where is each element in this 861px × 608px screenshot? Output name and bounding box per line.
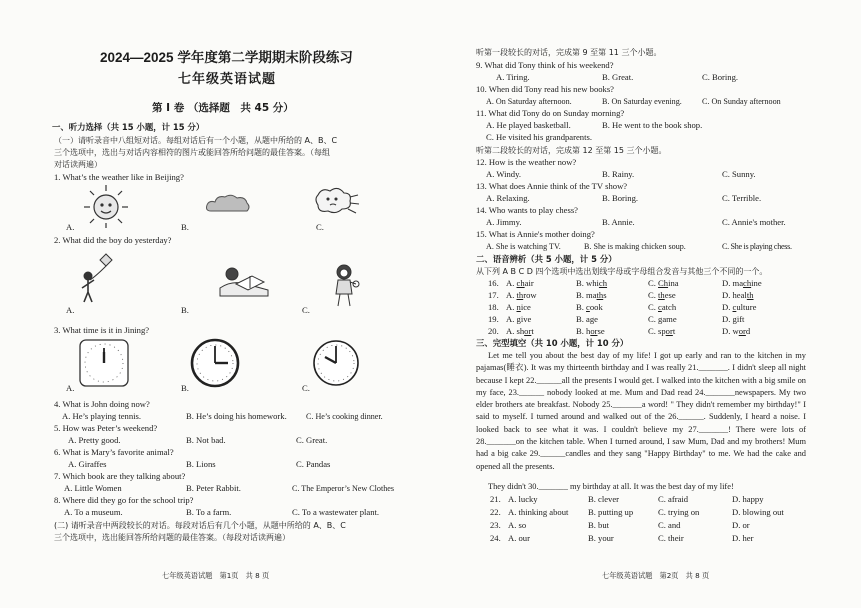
boy-reading-icon xyxy=(212,262,274,302)
option-c: C. Annie's mother. xyxy=(722,217,786,227)
underlined-letters: th xyxy=(746,290,754,300)
option-text: D. heal xyxy=(722,290,747,300)
cloze-number: 21. xyxy=(490,494,501,504)
underlined-letters: Ch xyxy=(658,278,669,288)
option-c: C. Sunny. xyxy=(722,169,756,179)
cloze-option-d: D. or xyxy=(732,520,750,530)
underlined-letters: ch xyxy=(516,278,525,288)
phonetics-option-b xyxy=(576,278,607,289)
page-2 xyxy=(430,0,861,608)
phonetics-option-c xyxy=(648,326,675,337)
question-1: 1. What’s the weather like in Beijing? xyxy=(54,172,184,182)
dialogue-intro: 听第二段较长的对话，完成第 12 至第 15 三个小题。 xyxy=(476,146,667,155)
question-8: 8. Where did they go for the school trip? xyxy=(54,495,194,505)
option-b: B. Boring. xyxy=(602,193,639,203)
option-c: C. To a wastewater plant. xyxy=(292,507,380,517)
option-text: D. ma xyxy=(722,278,744,288)
option-text: atch xyxy=(661,302,677,312)
question-7: 7. Which book are they talking about? xyxy=(54,471,186,481)
option-b: B. On Saturday evening. xyxy=(602,97,682,106)
dialogue-intro: 听第一段较长的对话，完成第 9 至第 11 三个小题。 xyxy=(476,48,662,57)
option-b: B. Not bad. xyxy=(186,435,226,445)
underlined-letters: g xyxy=(732,314,737,324)
option-b: B. Rainy. xyxy=(602,169,635,179)
phonetics-option-b xyxy=(576,290,607,301)
exam-title: 2024—2025 学年度第二学期期末阶段练习 xyxy=(100,50,353,65)
option-text: B. h xyxy=(576,326,591,336)
question-12: 12. How is the weather now? xyxy=(476,157,577,167)
option-b: B. He went to the book shop. xyxy=(602,120,703,130)
option-c-label: C. xyxy=(316,222,324,232)
section-phonetics-heading: 二、语音辨析（共 5 小题，计 5 分） xyxy=(476,254,617,264)
phonetics-option-d xyxy=(722,290,754,301)
option-a-label: A. xyxy=(66,383,75,393)
phonetics-option-a xyxy=(506,326,534,337)
sun-icon xyxy=(78,183,134,229)
option-text: A. xyxy=(506,278,517,288)
option-text: ice xyxy=(520,302,531,312)
phonetics-option-c xyxy=(648,278,679,289)
underlined-letters: c xyxy=(586,302,590,312)
option-text: t xyxy=(672,326,676,336)
clock-icon xyxy=(190,338,240,388)
option-a: A. Tiring. xyxy=(496,72,530,82)
cloze-option-c: C. trying on xyxy=(658,507,700,517)
cloze-option-d: D. blowing out xyxy=(732,507,784,517)
phonetics-option-c xyxy=(648,290,676,301)
option-text: A. xyxy=(506,302,517,312)
phonetics-option-d xyxy=(722,326,750,337)
question-4: 4. What is John doing now? xyxy=(54,399,150,409)
option-text: B. xyxy=(576,302,587,312)
option-text: A. xyxy=(506,314,517,324)
underlined-letters: n xyxy=(516,302,521,312)
cloze-option-a: A. lucky xyxy=(508,494,538,504)
option-c: C. She is playing chess. xyxy=(722,242,792,251)
underlined-letters: or xyxy=(738,326,746,336)
phonetics-option-a xyxy=(506,302,531,313)
underlined-letters: th xyxy=(596,290,604,300)
part-heading: 第 I 卷 （选择题 共 45 分） xyxy=(152,102,294,114)
underlined-letters: ch xyxy=(598,278,608,288)
option-text: ulture xyxy=(736,302,757,312)
cloze-option-d: D. happy xyxy=(732,494,764,504)
option-text: s xyxy=(603,290,607,300)
phonetics-option-c xyxy=(648,314,677,325)
question-11: 11. What did Tony do on Sunday morning? xyxy=(476,108,625,118)
option-text: C. xyxy=(648,314,659,324)
question-3: 3. What time is it in Jining? xyxy=(54,325,150,335)
option-text: B. ma xyxy=(576,290,597,300)
option-c-label: C. xyxy=(302,305,310,315)
option-text: t xyxy=(531,326,534,336)
option-b-label: B. xyxy=(181,222,189,232)
question-9: 9. What did Tony think of his weekend? xyxy=(476,60,614,70)
option-a: A. He’s playing tennis. xyxy=(62,411,142,421)
option-b-label: B. xyxy=(181,305,189,315)
underlined-letters: g xyxy=(658,314,663,324)
phonetics-number: 18. xyxy=(488,302,499,312)
cloze-option-b: B. your xyxy=(588,533,614,543)
boy-kite-icon xyxy=(76,252,116,308)
cloze-option-b: B. clever xyxy=(588,494,620,504)
option-text: d xyxy=(745,326,751,336)
underlined-letters: or xyxy=(524,326,532,336)
girl-icon xyxy=(328,262,364,308)
option-text: e xyxy=(594,314,598,324)
question-2: 2. What did the boy do yesterday? xyxy=(54,235,172,245)
option-text: C. xyxy=(648,290,659,300)
option-c: C. Boring. xyxy=(702,72,739,82)
instruction-line: （一）请听录音中八组短对话。每组对话后有一个小题，从题中所给的 A、B、C xyxy=(54,136,338,145)
cloze-option-a: A. our xyxy=(508,533,530,543)
question-14: 14. Who wants to play chess? xyxy=(476,205,578,215)
section-listening-heading: 一、听力选择（共 15 小题，计 15 分） xyxy=(52,122,205,132)
phonetics-option-b xyxy=(576,302,603,313)
option-text: ive xyxy=(520,314,532,324)
instruction-line: 对话读两遍） xyxy=(54,160,102,169)
underlined-letters: c xyxy=(732,302,737,312)
underlined-letters: g xyxy=(589,314,595,324)
page-footer: 七年级英语试题 第2页 共 8 页 xyxy=(602,571,710,580)
phonetics-option-a xyxy=(506,290,537,301)
option-text: C. xyxy=(648,278,659,288)
option-text: ift xyxy=(736,314,745,324)
cloze-option-b: B. putting up xyxy=(588,507,634,517)
cloze-number: 22. xyxy=(490,507,501,517)
option-a: A. She is watching TV. xyxy=(486,242,561,251)
option-a: A. Little Women xyxy=(64,483,122,493)
question-13: 13. What does Annie think of the TV show? xyxy=(476,181,628,191)
option-a-label: A. xyxy=(66,305,75,315)
option-text: B. a xyxy=(576,314,590,324)
cloze-option-b: B. but xyxy=(588,520,610,530)
phonetics-number: 20. xyxy=(488,326,499,336)
option-text: ese xyxy=(664,290,676,300)
phonetics-option-d xyxy=(722,302,756,313)
option-c: C. He’s cooking dinner. xyxy=(306,412,383,421)
option-text: A. xyxy=(506,290,517,300)
page-footer: 七年级英语试题 第1页 共 8 页 xyxy=(162,571,270,580)
option-b: B. Peter Rabbit. xyxy=(186,483,241,493)
cloze-option-a: A. thinking about xyxy=(508,507,569,517)
clock-icon xyxy=(78,338,130,388)
phonetics-number: 16. xyxy=(488,278,499,288)
option-b: B. Lions xyxy=(186,459,216,469)
option-a: A. Giraffes xyxy=(68,459,107,469)
cloze-option-c: C. and xyxy=(658,520,681,530)
underlined-letters: ch xyxy=(743,278,752,288)
cloze-option-a: A. so xyxy=(508,520,527,530)
cloze-option-c: C. afraid xyxy=(658,494,689,504)
clock-icon xyxy=(310,338,362,388)
phonetics-option-b xyxy=(576,314,598,325)
option-text: ook xyxy=(589,302,603,312)
question-5: 5. How was Peter’s weekend? xyxy=(54,423,158,433)
cloze-passage: Let me tell you about the best day of my life! I got up early and ran to the kitchen in my pajamas(睡衣). It was my thirteenth birthday and I was really 21._______. I didn't sleep all night because I kept 22.______all the presents I would get. I walked into the kitchen with a big smile on my face, 23.______ nobody looked at me. Mum and Dad read 24._______newspapers. My two elder brothers ate breakfast. Nobody 25._______a word! " They didn't remember my birthday!" I said to myself. I turned around and walked out of the 26.______. Suddenly, I heard a noise. I looked back to see what it was. I couldn't believe my 27._______! There were lots of 28._______on the kitchen table. When I turned around, I saw Mum, Dad and my brothers! Mum had a big cake 29.______candles and they sang "Happy Birthday" to me. We had the cake and opened all the presents. xyxy=(476,351,806,471)
phonetics-number: 17. xyxy=(488,290,499,300)
cloze-option-d: D. her xyxy=(732,533,754,543)
question-15: 15. What is Annie's mother doing? xyxy=(476,229,595,239)
section-cloze-heading: 三、完型填空（共 10 小题，计 10 分） xyxy=(476,338,629,348)
option-text: row xyxy=(523,290,537,300)
phonetics-option-d xyxy=(722,278,762,289)
wind-icon xyxy=(312,185,360,223)
option-a: A. Relaxing. xyxy=(486,193,530,203)
option-c: C. Great. xyxy=(296,435,328,445)
option-b: B. Annie. xyxy=(602,217,635,227)
underlined-letters: g xyxy=(516,314,521,324)
cloze-option-c: C. their xyxy=(658,533,684,543)
underlined-letters: or xyxy=(590,326,598,336)
option-text: B. whi xyxy=(576,278,599,288)
option-c: C. The Emperor’s New Clothes xyxy=(292,484,394,493)
option-text: C. xyxy=(648,302,659,312)
option-a: A. Jimmy. xyxy=(486,217,522,227)
instruction-line: 三个选项中，选出能回答所给问题的最佳答案。（每段对话读两遍） xyxy=(54,533,290,542)
option-text: D. w xyxy=(722,326,739,336)
question-10: 10. When did Tony read his new books? xyxy=(476,84,614,94)
cloze-number: 24. xyxy=(490,533,501,543)
cloze-passage-end: They didn't 30._______ my birthday at all. It was the best day of my life! xyxy=(488,482,734,491)
option-c-label: C. xyxy=(302,383,310,393)
option-c: C. Pandas xyxy=(296,459,331,469)
phonetics-option-a xyxy=(506,278,534,289)
option-b: B. He’s doing his homework. xyxy=(186,411,287,421)
instruction-line: 从下列 A B C D 四个选项中选出划线字母或字母组合发音与其他三个不同的一个。 xyxy=(476,267,768,276)
phonetics-option-d xyxy=(722,314,744,325)
option-text: D. xyxy=(722,314,733,324)
page-1 xyxy=(0,0,430,608)
option-text: air xyxy=(524,278,534,288)
option-text: ina xyxy=(668,278,679,288)
option-text: ame xyxy=(662,314,677,324)
phonetics-option-c xyxy=(648,302,676,313)
underlined-letters: th xyxy=(658,290,665,300)
exam-subtitle: 七年级英语试题 xyxy=(178,72,277,87)
option-text: D. xyxy=(722,302,733,312)
phonetics-option-a xyxy=(506,314,531,325)
option-text: A. sh xyxy=(506,326,525,336)
option-a: A. Windy. xyxy=(486,169,521,179)
option-text: se xyxy=(597,326,605,336)
option-c: C. On Sunday afternoon xyxy=(702,97,781,106)
underlined-letters: th xyxy=(516,290,524,300)
option-b: B. She is making chicken soup. xyxy=(584,242,686,251)
option-b: B. Great. xyxy=(602,72,634,82)
cloze-number: 23. xyxy=(490,520,501,530)
option-text: C. sp xyxy=(648,326,666,336)
phonetics-option-b xyxy=(576,326,605,337)
option-b: B. To a farm. xyxy=(186,507,232,517)
option-a: A. Pretty good. xyxy=(68,435,121,445)
instruction-line: 三个选项中，选出与对话内容相符的图片或能回答所给问题的最佳答案。（每组 xyxy=(54,148,330,157)
question-6: 6. What is Mary’s favorite animal? xyxy=(54,447,174,457)
option-b-label: B. xyxy=(181,383,189,393)
option-text: ine xyxy=(751,278,762,288)
option-a: A. To a museum. xyxy=(64,507,123,517)
underlined-letters: c xyxy=(658,302,662,312)
phonetics-number: 19. xyxy=(488,314,499,324)
option-a: A. On Saturday afternoon. xyxy=(486,97,572,106)
option-c: C. Terrible. xyxy=(722,193,762,203)
option-a: A. He played basketball. xyxy=(486,120,571,130)
underlined-letters: or xyxy=(665,326,673,336)
instruction-line: (二) 请听录音中两段较长的对话。每段对话后有几个小题，从题中所给的 A、B、C xyxy=(54,521,346,530)
option-c: C. He visited his grandparents. xyxy=(486,132,592,142)
cloud-icon xyxy=(205,193,251,215)
option-a-label: A. xyxy=(66,222,75,232)
